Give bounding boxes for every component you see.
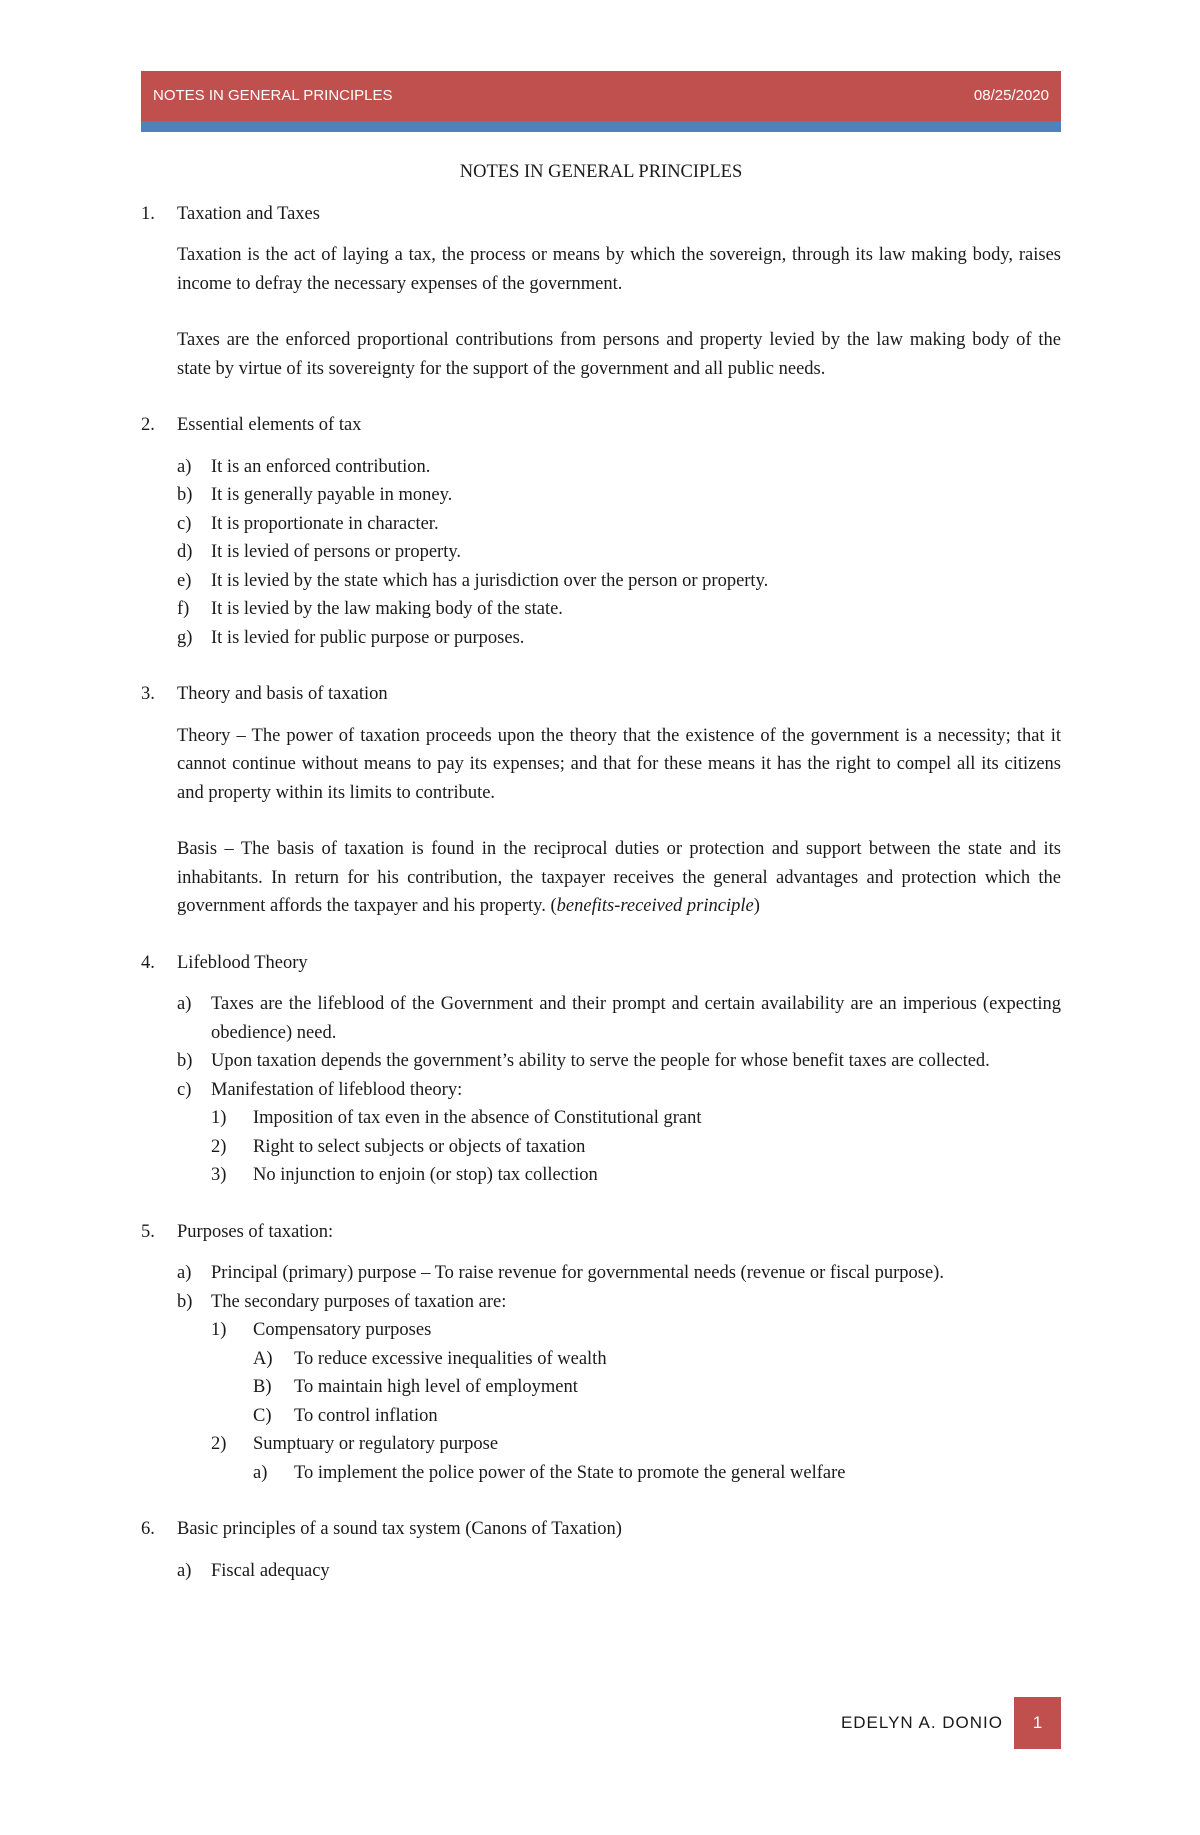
section-heading-5 [141, 1218, 1061, 1247]
list-item [141, 567, 1061, 596]
list-text: Principal (primary) purpose – To raise revenue for governmental needs (revenue or fiscal purpose). [211, 1263, 944, 1283]
list-text: Fiscal adequacy [211, 1560, 330, 1581]
list-item [141, 990, 1061, 1047]
section-number: 4. [141, 952, 155, 973]
list-item [141, 1557, 1061, 1586]
sub-sub-list-item [141, 1459, 1061, 1488]
list-text: Right to select subjects or objects of taxation [253, 1136, 586, 1157]
list-label: a) [177, 1263, 192, 1283]
canons-list [141, 1557, 1061, 1586]
section-number: 1. [141, 203, 155, 224]
list-label: g) [177, 627, 193, 648]
list-label: f) [177, 599, 190, 619]
document-title: NOTES IN GENERAL PRINCIPLES [459, 162, 743, 182]
list-label: a) [177, 994, 192, 1014]
section-number: 2. [141, 415, 155, 435]
list-label: A) [253, 1348, 273, 1369]
taxation-definition: Taxation is the act of laying a tax, the process or means by which the sovereign, through its law making body, raises income to defray the necessary expenses of the government. [177, 245, 1061, 294]
list-text: It is generally payable in money. [211, 485, 453, 505]
sub-list-item [141, 1316, 1061, 1345]
section-title: Essential elements of tax [177, 415, 362, 435]
purposes-list [141, 1259, 1061, 1487]
document-body [141, 152, 1061, 1585]
section-heading-2 [141, 411, 1061, 440]
sub-list-item [141, 1104, 1061, 1133]
sub-list-item [141, 1133, 1061, 1162]
section-heading-3 [141, 680, 1061, 709]
section-heading-6 [141, 1515, 1061, 1544]
section-number: 3. [141, 684, 155, 704]
list-label: 1) [211, 1108, 227, 1128]
list-text: It is levied of persons or property. [211, 542, 462, 562]
list-item [141, 510, 1061, 539]
list-text: Compensatory purposes [253, 1320, 432, 1340]
section-heading-1 [141, 200, 1061, 229]
list-text: The secondary purposes of taxation are: [211, 1291, 507, 1312]
list-label: 2) [211, 1434, 227, 1454]
list-item [141, 453, 1061, 482]
footer-author: EDELYN A. DONIO [840, 1713, 1003, 1732]
list-text: To control inflation [294, 1405, 438, 1426]
basis-text: Basis – The basis of taxation is found in the reciprocal duties or protection and support between the state and its inhabitants. In return for his contribution, the taxpayer receives the general advantages and protection which the government affords the taxpayer and his property. ( [177, 839, 1061, 916]
section-title: Lifeblood Theory [177, 952, 308, 973]
list-text: No injunction to enjoin (or stop) tax collection [253, 1165, 598, 1185]
header-rule [141, 121, 1061, 132]
list-label: c) [177, 513, 192, 534]
header-date: 08/25/2020 [973, 87, 1049, 104]
theory-paragraph: Theory – The power of taxation proceeds upon the theory that the existence of the government is a necessity; that it cannot continue without means to pay its expenses; and that for these means it has the right to compel all its citizens and property within its limits to contribute. [177, 725, 1061, 803]
page-number: 1 [1014, 1697, 1061, 1749]
sub-list-item [141, 1430, 1061, 1459]
basis-paragraph [177, 835, 1061, 921]
section-number: 5. [141, 1221, 155, 1242]
essential-elements-list [141, 453, 1061, 653]
list-text: Manifestation of lifeblood theory: [211, 1079, 463, 1100]
section-title: Purposes of taxation: [177, 1221, 334, 1242]
header-title: NOTES IN GENERAL PRINCIPLES [153, 87, 393, 104]
list-label: c) [177, 1079, 192, 1100]
list-item [141, 1076, 1061, 1105]
section-number: 6. [141, 1519, 155, 1539]
list-label: 1) [211, 1320, 227, 1340]
list-text: Sumptuary or regulatory purpose [253, 1434, 499, 1454]
sub-sub-list-item [141, 1373, 1061, 1402]
list-item [141, 624, 1061, 653]
list-text: Taxes are the lifeblood of the Government and their prompt and certain availability are an imperious (expecting obedience) need. [211, 994, 1061, 1043]
list-text: It is levied by the law making body of the state. [211, 599, 563, 619]
sub-list-item [141, 1161, 1061, 1190]
section-title: Theory and basis of taxation [177, 684, 388, 704]
list-text: It is levied by the state which has a jurisdiction over the person or property. [211, 570, 769, 591]
list-label: 2) [211, 1136, 227, 1157]
basis-close: ) [753, 896, 760, 916]
list-text: It is levied for public purpose or purposes. [211, 627, 525, 648]
list-text: To implement the police power of the State to promote the general welfare [294, 1462, 846, 1483]
list-item [141, 1288, 1061, 1317]
list-label: a) [177, 1560, 192, 1581]
list-item [141, 481, 1061, 510]
list-item [141, 1047, 1061, 1076]
list-label: b) [177, 1051, 193, 1071]
list-label: B) [253, 1377, 272, 1397]
section-title: Basic principles of a sound tax system (Canons of Taxation) [177, 1519, 622, 1539]
sub-sub-list-item [141, 1402, 1061, 1431]
taxes-definition: Taxes are the enforced proportional contributions from persons and property levied by the law making body of the state by virtue of its sovereignty for the support of the government and all public needs. [177, 330, 1061, 379]
list-label: C) [253, 1405, 272, 1426]
list-label: e) [177, 570, 192, 591]
list-text: To maintain high level of employment [294, 1377, 578, 1397]
list-item [141, 538, 1061, 567]
list-item [141, 1259, 1061, 1288]
section-heading-4 [141, 949, 1061, 978]
list-text: It is proportionate in character. [211, 513, 439, 534]
sub-sub-list-item [141, 1345, 1061, 1374]
list-text: Imposition of tax even in the absence of Constitutional grant [253, 1108, 702, 1128]
list-text: It is an enforced contribution. [211, 456, 431, 477]
list-text: Upon taxation depends the government’s ability to serve the people for whose benefit taxes are collected. [211, 1051, 990, 1071]
list-label: b) [177, 485, 193, 505]
lifeblood-list [141, 990, 1061, 1190]
list-item [141, 595, 1061, 624]
list-label: 3) [211, 1165, 227, 1185]
list-label: a) [177, 456, 192, 477]
list-label: b) [177, 1291, 193, 1312]
section-title: Taxation and Taxes [177, 203, 320, 224]
basis-italic-term: benefits-received principle [556, 896, 754, 916]
page-header [141, 71, 1061, 121]
list-label: d) [177, 542, 193, 562]
list-label: a) [253, 1462, 268, 1483]
list-text: To reduce excessive inequalities of wealth [294, 1348, 607, 1369]
